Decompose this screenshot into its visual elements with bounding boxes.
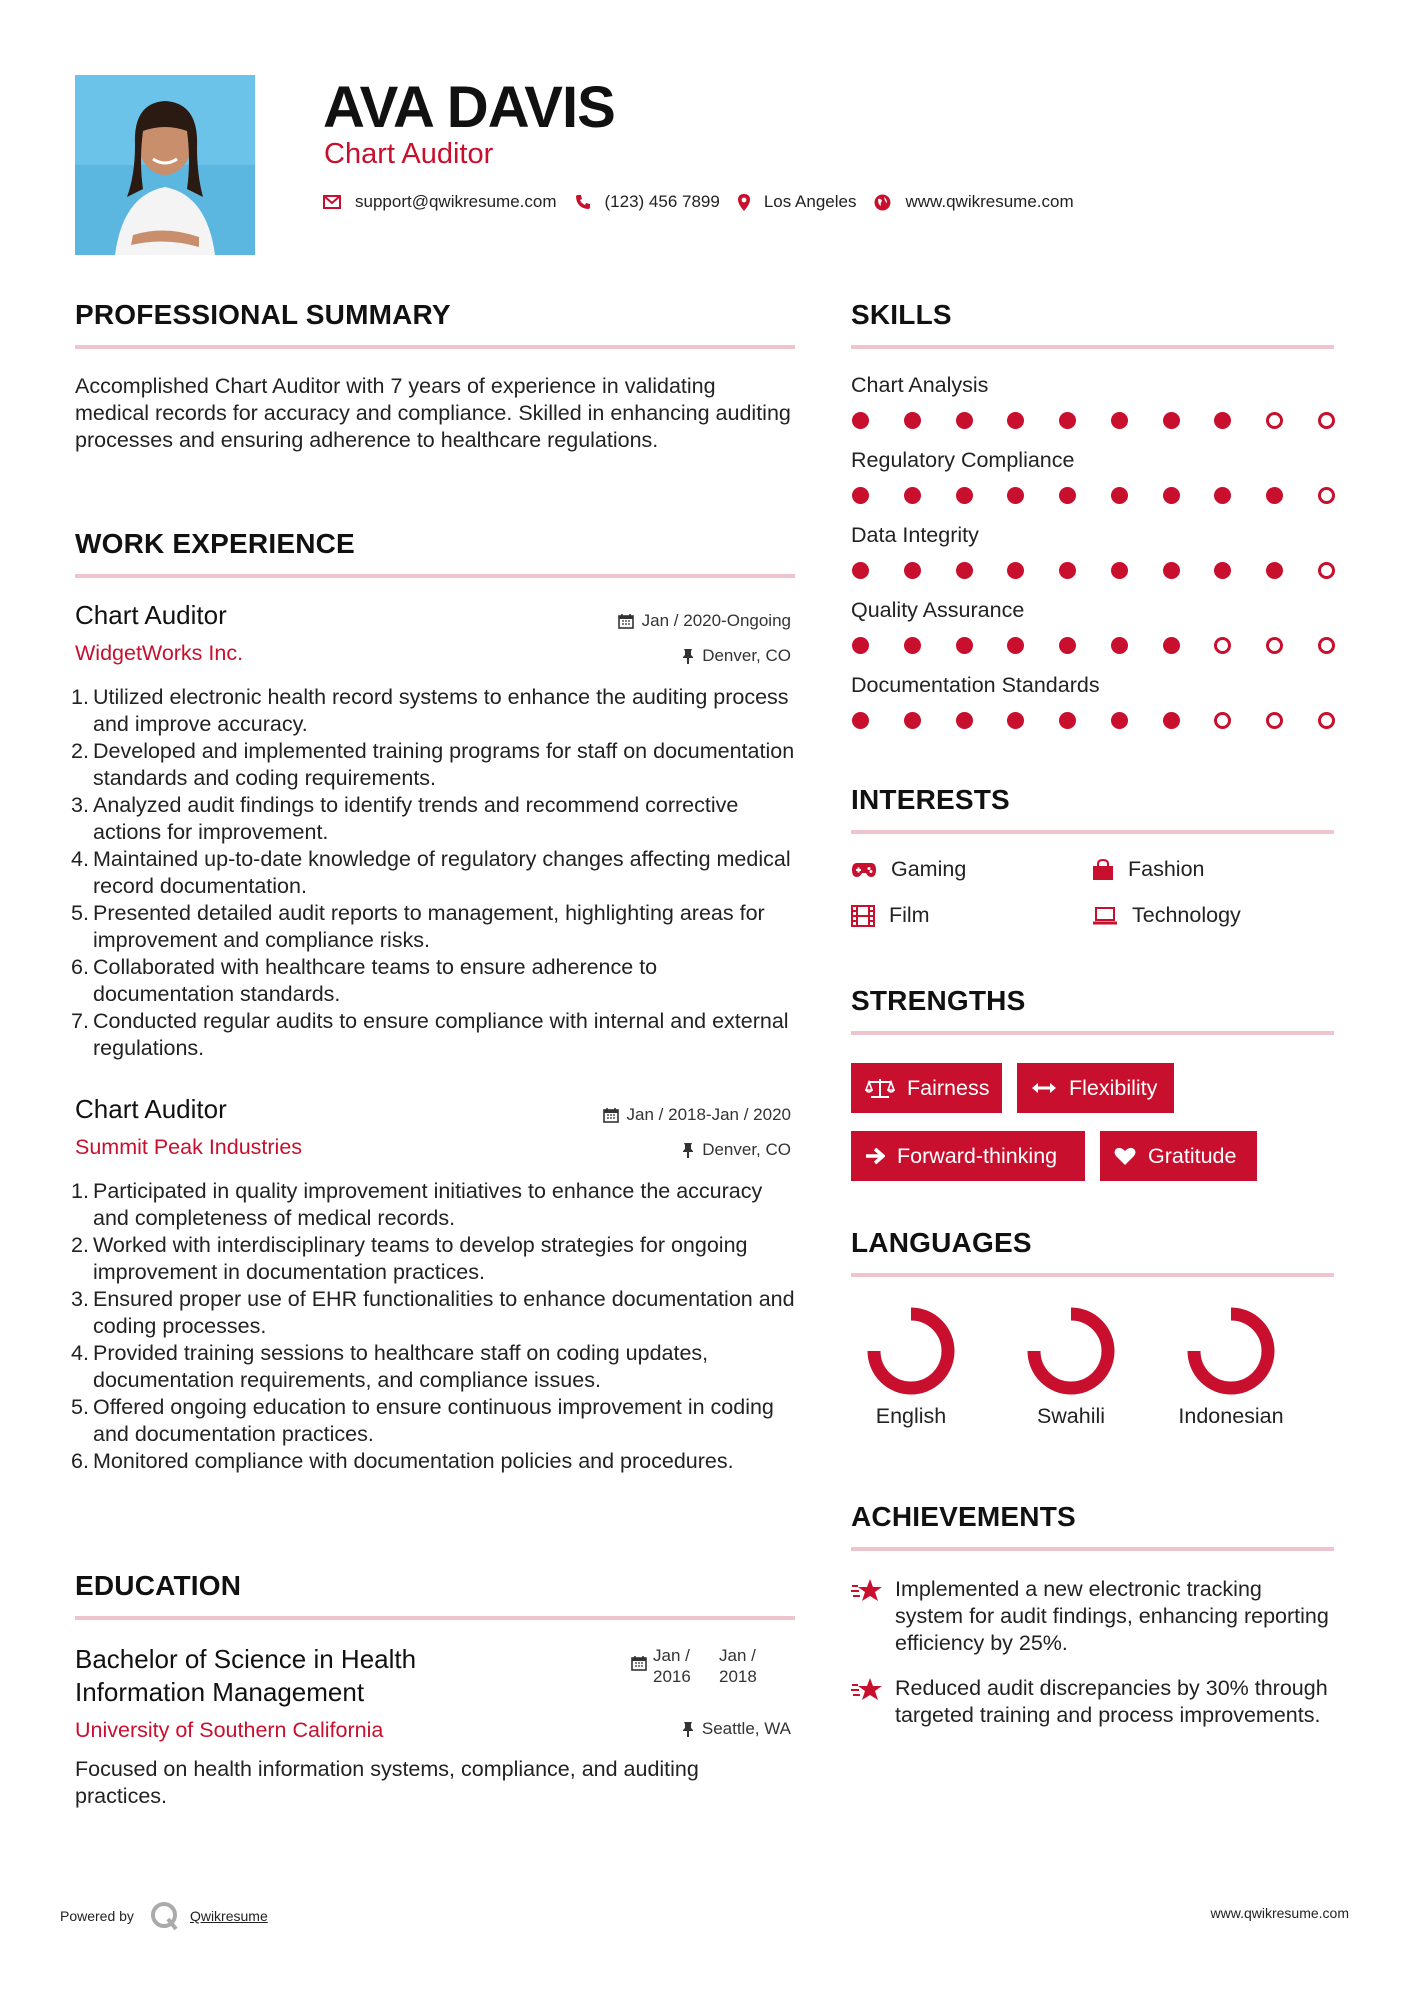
list-item: 5. Offered ongoing education to ensure continuous improvement in coding and documentation practices.	[71, 1395, 774, 1446]
skill-dot-filled	[1163, 637, 1180, 654]
skill-dot-filled	[1111, 712, 1128, 729]
interest-label: Gaming	[891, 857, 967, 881]
duty-text: Conducted regular audits to ensure compliance with internal and external regulations.	[93, 1009, 789, 1060]
skill-dot-empty	[1318, 637, 1335, 654]
skill-dot-filled	[956, 712, 973, 729]
language-level-ring	[866, 1306, 956, 1396]
qwikresume-link[interactable]: Qwikresume	[189, 1908, 268, 1924]
list-item: 5. Presented detailed audit reports to management, highlighting areas for improvement and compliance risks.	[71, 901, 765, 952]
job-dates	[603, 1105, 791, 1125]
film-icon	[851, 905, 875, 927]
shopping-bag-icon	[1092, 859, 1114, 881]
contact-bar	[323, 192, 1092, 212]
interest-label: Film	[889, 903, 930, 927]
duty-text: Ensured proper use of EHR functionalities to enhance documentation and coding processes.	[93, 1287, 795, 1338]
skill-dot-filled	[1007, 562, 1024, 579]
list-item: 2. Developed and implemented training programs for staff on documentation standards and coding requirements.	[71, 739, 795, 790]
duty-text: Offered ongoing education to ensure continuous improvement in coding and documentation practices.	[93, 1395, 774, 1446]
language-level-arc	[874, 1314, 948, 1388]
job-title: Chart Auditor	[75, 600, 227, 630]
skill-dot-filled	[1163, 487, 1180, 504]
language-level-ring	[1186, 1306, 1276, 1396]
skill-dot-filled	[852, 487, 869, 504]
skill-dot-filled	[1007, 412, 1024, 429]
skill-rating	[851, 562, 1335, 579]
duty-text: Developed and implemented training programs for staff on documentation standards and coding requirements.	[93, 739, 795, 790]
skill-dot-filled	[1059, 487, 1076, 504]
job-title: Chart Auditor	[75, 1094, 227, 1124]
list-item: 3. Analyzed audit findings to identify trends and recommend corrective actions for improvement.	[71, 793, 739, 844]
achievements-heading: ACHIEVEMENTS	[851, 1501, 1076, 1532]
skill-dot-filled	[904, 412, 921, 429]
skill-dot-empty	[1318, 712, 1335, 729]
strengths-divider	[851, 1031, 1334, 1035]
skills-divider	[851, 345, 1334, 349]
skill-name: Regulatory Compliance	[851, 448, 1075, 472]
contact-website[interactable]	[874, 192, 1073, 212]
interest-item	[851, 903, 930, 928]
language-level-ring	[1026, 1306, 1116, 1396]
footer-website[interactable]: www.qwikresume.com	[1210, 1905, 1349, 1921]
duty-text: Provided training sessions to healthcare staff on coding updates, documentation requirements, and compliance issues.	[93, 1341, 709, 1392]
duty-text: Participated in quality improvement initiatives to enhance the accuracy and completeness of medical records.	[93, 1179, 763, 1230]
summary-text: Accomplished Chart Auditor with 7 years of experience in validating medical records for accuracy and compliance. Skilled in enhancing auditing processes and ensuring adherence to healthcare regulations.	[75, 374, 791, 452]
powered-by-label: Powered by	[60, 1908, 134, 1924]
skill-name: Documentation Standards	[851, 673, 1100, 697]
duty-text: Utilized electronic health record systems to enhance the auditing process and improve accuracy.	[93, 685, 789, 736]
skill-dot-filled	[1214, 487, 1231, 504]
interest-label: Technology	[1132, 903, 1241, 927]
skill-dot-filled	[1111, 637, 1128, 654]
interest-label: Fashion	[1128, 857, 1205, 881]
skill-dot-filled	[1214, 562, 1231, 579]
language-name: Swahili	[1036, 1404, 1106, 1428]
skill-dot-filled	[1059, 562, 1076, 579]
contact-location	[738, 192, 857, 212]
strength-tag	[851, 1131, 1085, 1181]
interests-divider	[851, 830, 1334, 834]
candidate-name: AVA DAVIS	[323, 75, 615, 140]
skill-dot-empty	[1266, 712, 1283, 729]
contact-email[interactable]	[323, 192, 557, 212]
phone-icon	[575, 194, 591, 210]
list-item: 2. Worked with interdisciplinary teams to develop strategies for ongoing improvement in documentation practices.	[71, 1233, 748, 1284]
job-dates-text: Jan / 2018-Jan / 2020	[626, 1105, 791, 1124]
skill-dot-filled	[852, 637, 869, 654]
skill-rating	[851, 487, 1335, 504]
education-divider	[75, 1616, 795, 1620]
skill-dot-filled	[1214, 412, 1231, 429]
job-dates-text: Jan / 2020-Ongoing	[641, 611, 791, 630]
skill-dot-empty	[1214, 712, 1231, 729]
skill-dot-filled	[1111, 412, 1128, 429]
education-end: Jan / 2018	[719, 1646, 757, 1686]
education-description: Focused on health information systems, compliance, and auditing practices.	[75, 1757, 699, 1808]
list-item: 6. Monitored compliance with documentation policies and procedures.	[71, 1449, 734, 1473]
skill-dot-empty	[1266, 412, 1283, 429]
contact-phone-text: (123) 456 7899	[604, 192, 720, 211]
skill-dot-filled	[1007, 712, 1024, 729]
duty-text: Collaborated with healthcare teams to ensure adherence to documentation standards.	[93, 955, 658, 1006]
candidate-title: Chart Auditor	[324, 138, 494, 170]
skill-row	[851, 448, 1336, 504]
languages-heading: LANGUAGES	[851, 1227, 1032, 1258]
education-start: Jan / 2016	[653, 1646, 691, 1686]
contact-website-text: www.qwikresume.com	[905, 192, 1074, 211]
education-heading: EDUCATION	[75, 1570, 242, 1601]
skill-dot-empty	[1214, 637, 1231, 654]
skill-dot-filled	[1163, 712, 1180, 729]
interest-item	[1092, 903, 1241, 928]
education-location	[682, 1719, 791, 1739]
skill-dot-filled	[1266, 487, 1283, 504]
skill-row	[851, 673, 1336, 729]
experience-heading: WORK EXPERIENCE	[75, 528, 355, 559]
skill-dot-filled	[1007, 487, 1024, 504]
qwikresume-logo-icon	[148, 1900, 182, 1932]
skill-dot-filled	[1059, 712, 1076, 729]
job-company: WidgetWorks Inc.	[75, 641, 244, 665]
skill-name: Chart Analysis	[851, 373, 989, 397]
skill-dot-empty	[1318, 487, 1335, 504]
skill-dot-filled	[904, 562, 921, 579]
arrows-horizontal-icon	[1031, 1081, 1057, 1095]
skill-dot-filled	[1111, 562, 1128, 579]
skill-row	[851, 598, 1336, 654]
job-company: Summit Peak Industries	[75, 1135, 303, 1159]
achievement-text: Implemented a new electronic tracking system for audit findings, enhancing reporting efficiency by 25%.	[895, 1577, 1329, 1655]
list-item: 3. Ensured proper use of EHR functionalities to enhance documentation and coding processes.	[71, 1287, 795, 1338]
list-item: 4. Maintained up-to-date knowledge of regulatory changes affecting medical record documentation.	[71, 847, 791, 898]
language-name: English	[875, 1404, 947, 1428]
strength-tag	[851, 1063, 1002, 1113]
job-dates	[618, 611, 791, 631]
arrow-right-icon	[865, 1147, 885, 1165]
list-item: 7. Conducted regular audits to ensure compliance with internal and external regulations.	[71, 1009, 789, 1060]
star-icon	[851, 1677, 883, 1703]
skills-heading: SKILLS	[851, 299, 952, 330]
skill-dot-filled	[1111, 487, 1128, 504]
skill-dot-empty	[1318, 412, 1335, 429]
skill-dot-filled	[956, 487, 973, 504]
job-location-text: Denver, CO	[702, 1140, 791, 1159]
strength-tag	[1100, 1131, 1257, 1181]
education-school: University of Southern California	[75, 1718, 384, 1742]
skill-row	[851, 373, 1336, 429]
summary-divider	[75, 345, 795, 349]
skill-dot-filled	[1163, 562, 1180, 579]
language-name: Indonesian	[1178, 1404, 1284, 1428]
job-duties-list	[67, 684, 797, 1062]
skill-dot-filled	[956, 412, 973, 429]
interests-heading: INTERESTS	[851, 784, 1010, 815]
laptop-icon	[1092, 907, 1118, 925]
pin-icon	[682, 648, 694, 664]
skill-dot-filled	[904, 712, 921, 729]
job-duties-list	[67, 1178, 797, 1475]
pin-icon	[682, 1721, 694, 1737]
skill-dot-filled	[904, 487, 921, 504]
skill-row	[851, 523, 1336, 579]
strength-tag	[1017, 1063, 1174, 1113]
language-item	[1171, 1306, 1291, 1429]
skill-dot-filled	[1059, 412, 1076, 429]
achievement-text: Reduced audit discrepancies by 30% through targeted training and process improvements.	[895, 1676, 1328, 1727]
envelope-icon	[323, 195, 341, 209]
education-dates	[631, 1645, 779, 1687]
star-icon	[851, 1578, 883, 1604]
skill-dot-filled	[852, 712, 869, 729]
skill-dot-filled	[852, 412, 869, 429]
calendar-icon	[618, 613, 634, 629]
duty-text: Presented detailed audit reports to management, highlighting areas for improvement and compliance risks.	[93, 901, 765, 952]
skill-name: Data Integrity	[851, 523, 979, 547]
duty-text: Worked with interdisciplinary teams to develop strategies for ongoing improvement in documentation practices.	[93, 1233, 748, 1284]
job-location	[682, 1140, 791, 1160]
languages-divider	[851, 1273, 1334, 1277]
skill-dot-filled	[1007, 637, 1024, 654]
skill-dot-filled	[1266, 562, 1283, 579]
skill-dot-filled	[1163, 412, 1180, 429]
education-degree: Bachelor of Science in Health Information Management	[75, 1644, 417, 1707]
list-item: 1. Participated in quality improvement initiatives to enhance the accuracy and completeness of medical records.	[71, 1179, 763, 1230]
heart-icon	[1114, 1146, 1136, 1166]
duty-text: Maintained up-to-date knowledge of regulatory changes affecting medical record documentation.	[93, 847, 791, 898]
globe-icon	[874, 194, 891, 211]
skill-dot-filled	[904, 637, 921, 654]
skill-dot-empty	[1318, 562, 1335, 579]
skill-dot-empty	[1266, 637, 1283, 654]
pin-icon	[682, 1142, 694, 1158]
skill-name: Quality Assurance	[851, 598, 1025, 622]
strength-label: Forward-thinking	[897, 1143, 1058, 1168]
strength-label: Fairness	[907, 1075, 990, 1100]
balance-scale-icon	[865, 1077, 895, 1099]
job-location	[682, 646, 791, 666]
skill-rating	[851, 637, 1335, 654]
interest-item	[1092, 857, 1205, 882]
skill-dot-filled	[956, 562, 973, 579]
education-location-text: Seattle, WA	[701, 1719, 791, 1738]
contact-location-text: Los Angeles	[763, 192, 857, 211]
language-level-arc	[1034, 1314, 1108, 1388]
footer-branding	[60, 1900, 268, 1932]
language-level-arc	[1194, 1314, 1268, 1388]
duty-text: Monitored compliance with documentation policies and procedures.	[93, 1449, 734, 1473]
language-item	[851, 1306, 971, 1429]
calendar-icon	[631, 1655, 647, 1671]
strength-label: Gratitude	[1148, 1143, 1237, 1168]
language-item	[1011, 1306, 1131, 1429]
summary-heading: PROFESSIONAL SUMMARY	[75, 299, 451, 330]
experience-divider	[75, 574, 795, 578]
job-location-text: Denver, CO	[702, 646, 791, 665]
contact-phone[interactable]	[575, 192, 720, 212]
list-item: 1. Utilized electronic health record systems to enhance the auditing process and improve accuracy.	[71, 685, 789, 736]
list-item: 6. Collaborated with healthcare teams to ensure adherence to documentation standards.	[71, 955, 658, 1006]
strengths-heading: STRENGTHS	[851, 985, 1026, 1016]
map-marker-icon	[738, 194, 750, 211]
skill-dot-filled	[1059, 637, 1076, 654]
strength-label: Flexibility	[1069, 1075, 1158, 1100]
achievement-item	[851, 1675, 1331, 1729]
skill-rating	[851, 412, 1335, 429]
skill-dot-filled	[956, 637, 973, 654]
contact-email-text: support@qwikresume.com	[355, 192, 557, 211]
achievement-item	[851, 1576, 1331, 1657]
calendar-icon	[603, 1107, 619, 1123]
interest-item	[851, 857, 966, 882]
skill-dot-filled	[852, 562, 869, 579]
gamepad-icon	[851, 862, 877, 878]
profile-photo	[75, 75, 255, 255]
skill-rating	[851, 712, 1335, 729]
list-item: 4. Provided training sessions to healthcare staff on coding updates, documentation requirements, and compliance issues.	[71, 1341, 709, 1392]
duty-text: Analyzed audit findings to identify trends and recommend corrective actions for improvement.	[93, 793, 739, 844]
achievements-divider	[851, 1547, 1334, 1551]
